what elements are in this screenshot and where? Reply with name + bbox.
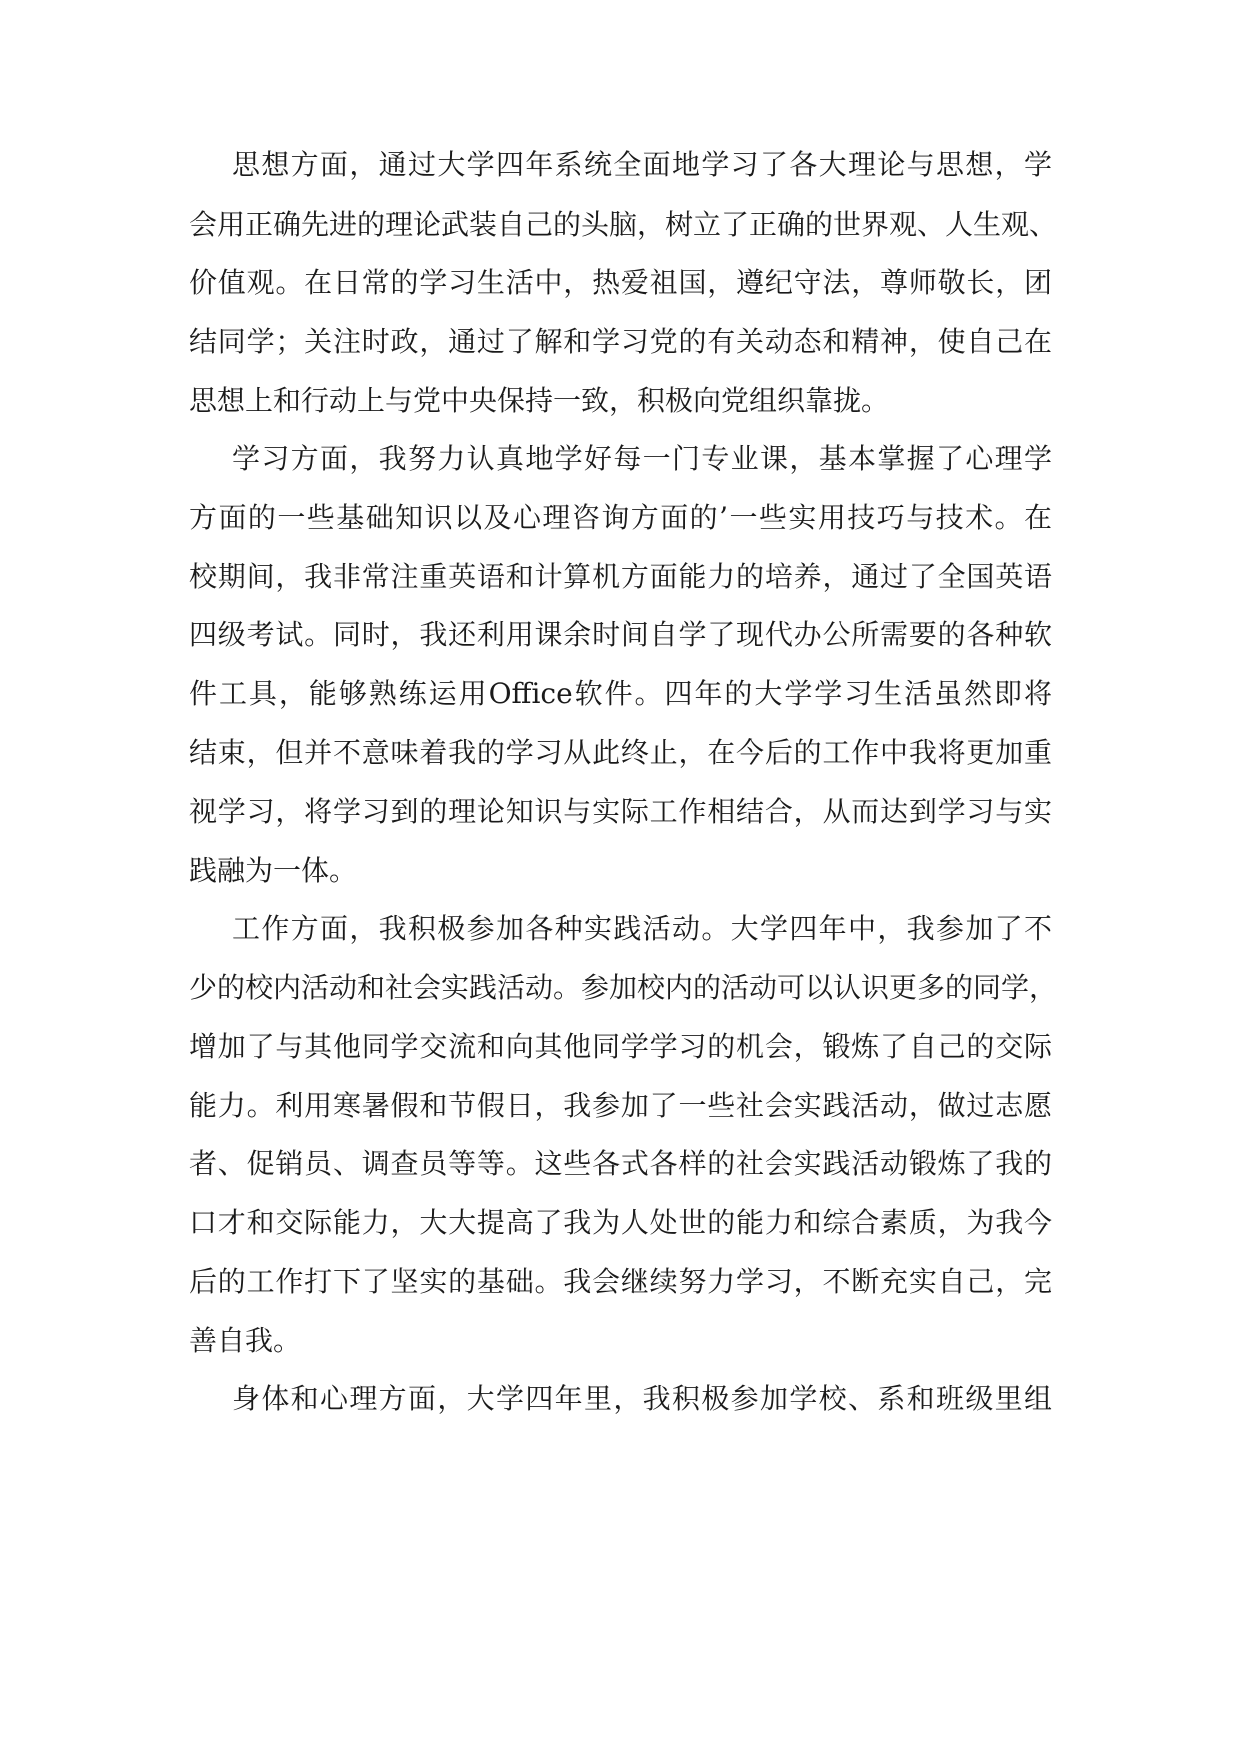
- line-text: 结束，但并不意味着我的学习从此终止，在今后的工作中我将更加重: [189, 736, 1052, 769]
- text-line: [0, 368, 1241, 434]
- line-text: 学习方面，我努力认真地学好每一门专业课，基本掌握了心理学: [232, 442, 1052, 475]
- text-line: [0, 779, 1241, 845]
- text-line: [0, 485, 1241, 551]
- text-line: [0, 192, 1241, 258]
- line-text: 思想方面，通过大学四年系统全面地学习了各大理论与思想，学: [232, 148, 1052, 181]
- line-text: 者、促销员、调查员等等。这些各式各样的社会实践活动锻炼了我的: [189, 1147, 1052, 1180]
- text-line: [0, 955, 1241, 1021]
- text-line: [0, 309, 1241, 375]
- line-text: 会用正确先进的理论武装自己的头脑，树立了正确的世界观、人生观、: [189, 208, 1058, 241]
- text-line: [0, 426, 1241, 492]
- line-text: 方面的一些基础知识以及心理咨询方面的’一些实用技巧与技术。在: [189, 501, 1052, 534]
- text-line: [0, 1308, 1241, 1374]
- line-text: 践融为一体。: [189, 854, 358, 887]
- text-line: [0, 544, 1241, 610]
- text-line: [0, 250, 1241, 316]
- line-text: 件工具，能够熟练运用Office软件。四年的大学学习生活虽然即将: [189, 677, 1052, 710]
- text-line: [0, 661, 1241, 727]
- text-line: [0, 896, 1241, 962]
- text-line: [0, 602, 1241, 668]
- text-line: [0, 838, 1241, 904]
- line-text: 价值观。在日常的学习生活中，热爱祖国，遵纪守法，尊师敬长，团: [189, 266, 1052, 299]
- line-text: 四级考试。同时，我还利用课余时间自学了现代办公所需要的各种软: [189, 618, 1052, 651]
- line-text: 工作方面，我积极参加各种实践活动。大学四年中，我参加了不: [232, 912, 1052, 945]
- text-line: [0, 720, 1241, 786]
- line-text: 思想上和行动上与党中央保持一致，积极向党组织靠拢。: [189, 384, 890, 417]
- line-text: 视学习，将学习到的理论知识与实际工作相结合，从而达到学习与实: [189, 795, 1052, 828]
- text-line: [0, 132, 1241, 198]
- line-text: 身体和心理方面，大学四年里，我积极参加学校、系和班级里组: [232, 1382, 1052, 1415]
- text-line: [0, 1073, 1241, 1139]
- line-text: 善自我。: [189, 1324, 302, 1357]
- text-line: [0, 1014, 1241, 1080]
- line-text: 增加了与其他同学交流和向其他同学学习的机会，锻炼了自己的交际: [189, 1030, 1052, 1063]
- line-text: 后的工作打下了坚实的基础。我会继续努力学习，不断充实自己，完: [189, 1265, 1052, 1298]
- line-text: 口才和交际能力，大大提高了我为人处世的能力和综合素质，为我今: [189, 1206, 1052, 1239]
- line-text: 结同学；关注时政，通过了解和学习党的有关动态和精神，使自己在: [189, 325, 1052, 358]
- text-line: [0, 1366, 1241, 1432]
- text-line: [0, 1190, 1241, 1256]
- line-text: 能力。利用寒暑假和节假日，我参加了一些社会实践活动，做过志愿: [189, 1089, 1052, 1122]
- text-line: [0, 1131, 1241, 1197]
- line-text: 校期间，我非常注重英语和计算机方面能力的培养，通过了全国英语: [189, 560, 1052, 593]
- line-text: 少的校内活动和社会实践活动。参加校内的活动可以认识更多的同学，: [189, 971, 1058, 1004]
- text-line: [0, 1249, 1241, 1315]
